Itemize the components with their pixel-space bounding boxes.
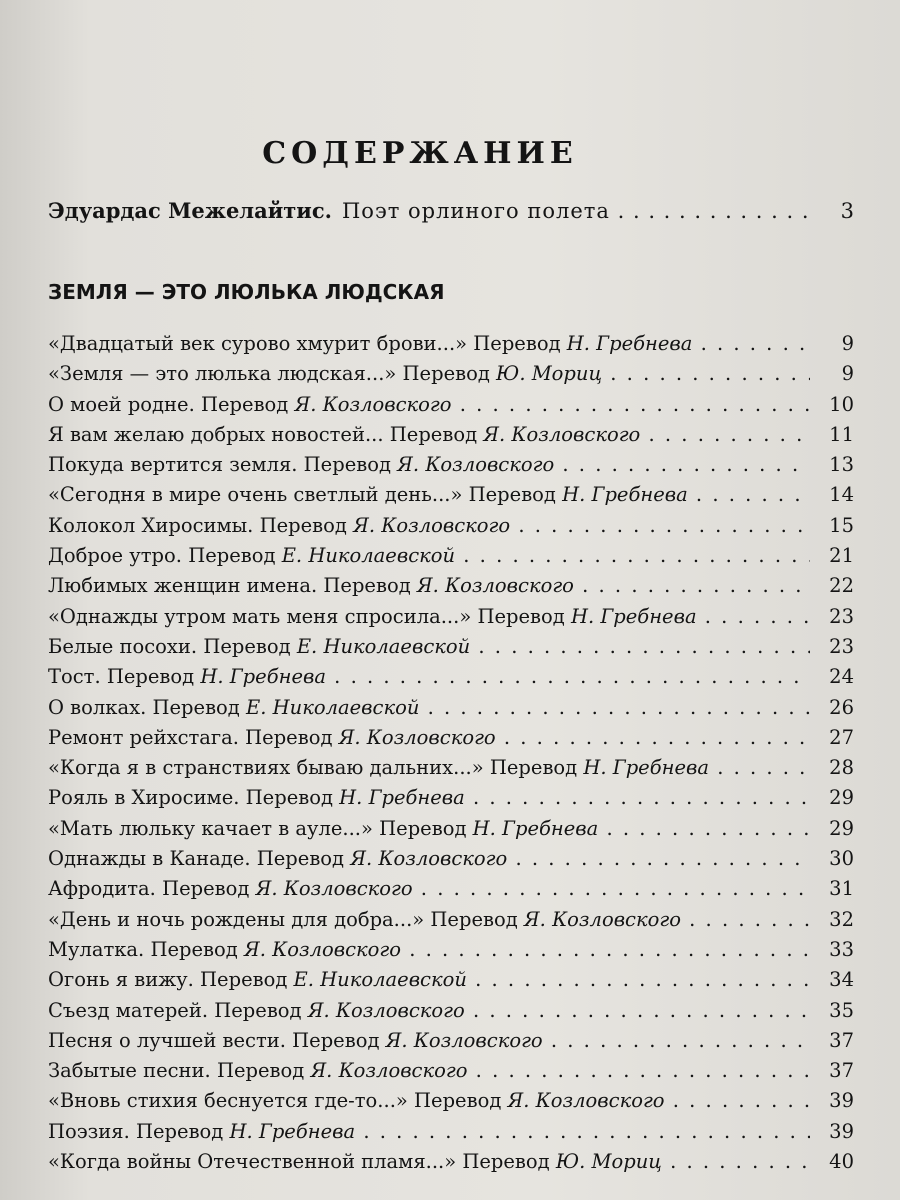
toc-entry-text xyxy=(48,756,810,779)
toc-entry-page: 33 xyxy=(829,937,854,961)
toc-entry-label: Перевод xyxy=(245,786,333,810)
toc-entry-page: 31 xyxy=(829,877,854,901)
page-title: СОДЕРЖАНИЕ xyxy=(262,136,578,171)
toc-entry-text xyxy=(48,938,810,961)
toc-entry-title: Ремонт рейхстага. xyxy=(48,725,239,749)
toc-entry xyxy=(48,847,854,877)
toc-entry-page: 32 xyxy=(829,907,854,931)
toc-entry xyxy=(48,362,854,392)
toc-entry-title: Колокол Хиросимы. xyxy=(48,513,254,537)
toc-entry-title: «Когда я в странствиях бываю дальних...» xyxy=(48,756,484,780)
toc-entry-label: Перевод xyxy=(200,968,288,992)
toc-entry-text xyxy=(48,605,810,628)
toc-entry-label: Перевод xyxy=(303,453,391,477)
toc-entry-page: 24 xyxy=(829,665,854,689)
toc-entry-text xyxy=(48,968,810,991)
toc-entry-label: Перевод xyxy=(473,332,561,355)
toc-entry-text xyxy=(48,908,810,931)
toc-entry-label: Перевод xyxy=(379,816,467,840)
toc-entry-title: Афродита. xyxy=(48,877,156,901)
toc-entry xyxy=(48,635,854,665)
toc-entry xyxy=(48,938,854,968)
toc-entry-translator: Я. Козловского xyxy=(483,422,641,446)
toc-entry xyxy=(48,999,854,1029)
toc-entry-title: Съезд матерей. xyxy=(48,998,209,1022)
toc-entry xyxy=(48,756,854,786)
toc-entry-page: 9 xyxy=(841,362,854,386)
toc-entry-title: «Однажды утром мать меня спросила...» xyxy=(48,604,472,628)
toc-entry-page: 37 xyxy=(829,1028,854,1052)
toc-entry-title: Тост. xyxy=(48,665,101,689)
toc-entry-label: Перевод xyxy=(430,907,518,931)
toc-entry-page: 39 xyxy=(829,1119,854,1143)
toc-entry-text xyxy=(48,1089,810,1112)
toc-entry-text xyxy=(48,1120,810,1143)
toc-entry-translator: Н. Гребнева xyxy=(570,604,697,628)
toc-entry-page: 15 xyxy=(829,513,854,537)
toc-entry-page: 40 xyxy=(829,1150,854,1174)
toc-entry-translator: Я. Козловского xyxy=(507,1089,665,1113)
toc-entry-translator: Е. Николаевской xyxy=(246,695,420,719)
toc-entry-label: Перевод xyxy=(245,725,333,749)
toc-entry-page: 34 xyxy=(829,968,854,992)
toc-entry xyxy=(48,605,854,635)
toc-entry xyxy=(48,514,854,544)
toc-entry xyxy=(48,817,854,847)
toc-entry xyxy=(48,574,854,604)
toc-entry-text xyxy=(48,635,810,658)
toc-entry-label: Перевод xyxy=(203,634,291,658)
toc-entry-page: 23 xyxy=(829,604,854,628)
toc-entry-label: Перевод xyxy=(201,392,289,416)
toc-entry-title: «Двадцатый век сурово хмурит брови...» xyxy=(48,332,468,355)
toc-entry-translator: Я. Козловского xyxy=(523,907,681,931)
toc-entry xyxy=(48,423,854,453)
toc-entry-text xyxy=(48,817,810,840)
toc-entry-page: 14 xyxy=(829,483,854,507)
toc-entry-text xyxy=(48,877,810,900)
toc-entry-title: Однажды в Канаде. xyxy=(48,847,251,871)
intro-entry xyxy=(48,198,854,223)
toc-list xyxy=(48,332,854,1180)
toc-entry-label: Перевод xyxy=(402,362,490,386)
toc-entry-title: Мулатка. xyxy=(48,937,145,961)
toc-entry-translator: Я. Козловского xyxy=(397,453,555,477)
intro-author: Эдуардас Межелайтис. xyxy=(48,198,332,223)
toc-entry-title: «Мать люльку качает в ауле...» xyxy=(48,816,373,840)
toc-entry xyxy=(48,908,854,938)
toc-entry-page: 39 xyxy=(829,1089,854,1113)
toc-entry xyxy=(48,877,854,907)
toc-entry-label: Перевод xyxy=(477,604,565,628)
toc-entry-text xyxy=(48,1059,810,1082)
toc-entry-label: Перевод xyxy=(136,1119,224,1143)
toc-entry xyxy=(48,786,854,816)
toc-entry-title: Песня о лучшей вести. xyxy=(48,1028,286,1052)
toc-entry-text xyxy=(48,1150,810,1173)
toc-entry-translator: Н. Гребнева xyxy=(229,1119,356,1143)
toc-entry-page: 10 xyxy=(829,392,854,416)
toc-entry-page: 29 xyxy=(829,816,854,840)
toc-entry xyxy=(48,696,854,726)
toc-entry-translator: Н. Гребнева xyxy=(200,665,326,689)
toc-entry xyxy=(48,968,854,998)
toc-entry-text xyxy=(48,544,810,567)
toc-entry-label: Перевод xyxy=(259,513,347,537)
toc-entry xyxy=(48,1059,854,1089)
toc-entry-translator: Я. Козловского xyxy=(416,574,574,598)
toc-entry-text xyxy=(48,665,810,688)
toc-entry xyxy=(48,665,854,695)
toc-entry-translator: Я. Козловского xyxy=(307,998,465,1022)
toc-entry-page: 35 xyxy=(829,998,854,1022)
toc-entry-label: Перевод xyxy=(150,937,238,961)
toc-entry-text xyxy=(48,847,810,870)
toc-entry-label: Перевод xyxy=(468,483,556,507)
toc-entry-title: Доброе утро. xyxy=(48,544,182,568)
toc-entry-translator: Ю. Мориц xyxy=(496,362,603,386)
toc-entry-label: Перевод xyxy=(162,877,250,901)
toc-entry-translator: Н. Гребнева xyxy=(566,332,693,355)
toc-entry-label: Перевод xyxy=(106,665,195,689)
toc-entry xyxy=(48,1150,854,1180)
toc-entry-page: 22 xyxy=(829,574,854,598)
intro-work: Поэт орлиного полета . . . xyxy=(342,199,814,223)
toc-entry-label: Перевод xyxy=(292,1028,380,1052)
toc-entry-text xyxy=(48,453,810,476)
toc-entry-label: Перевод xyxy=(389,422,478,446)
toc-entry-translator: Я. Козловского xyxy=(294,392,452,416)
toc-entry-translator: Я. Козловского xyxy=(353,513,511,537)
toc-entry-label: Перевод xyxy=(216,1059,305,1083)
toc-entry-page: 23 xyxy=(829,634,854,658)
toc-entry xyxy=(48,1029,854,1059)
toc-entry-translator: Н. Гребнева xyxy=(339,786,465,810)
toc-entry-text xyxy=(48,574,810,597)
toc-entry-title: Рояль в Хиросиме. xyxy=(48,786,240,810)
toc-entry-page: 27 xyxy=(829,725,854,749)
toc-entry-text xyxy=(48,332,810,355)
toc-entry-label: Перевод xyxy=(152,695,240,719)
toc-entry xyxy=(48,393,854,423)
toc-entry-translator: Я. Козловского xyxy=(243,937,401,961)
toc-entry xyxy=(48,453,854,483)
toc-entry-label: Перевод xyxy=(414,1089,502,1113)
toc-entry-page: 21 xyxy=(829,544,854,568)
toc-entry-label: Перевод xyxy=(256,847,345,871)
toc-entry-translator: Е. Николаевской xyxy=(281,544,456,568)
toc-entry-text xyxy=(48,393,810,416)
toc-entry-title: «Сегодня в мире очень светлый день...» xyxy=(48,483,463,507)
toc-entry-translator: Я. Козловского xyxy=(385,1028,543,1052)
toc-entry-text xyxy=(48,999,810,1022)
toc-entry-title: Покуда вертится земля. xyxy=(48,453,298,477)
toc-entry-label: Перевод xyxy=(323,574,411,598)
toc-entry-translator: Я. Козловского xyxy=(310,1059,468,1083)
toc-entry-translator: Я. Козловского xyxy=(350,847,508,871)
toc-entry-text xyxy=(48,362,810,385)
toc-entry xyxy=(48,332,854,362)
toc-entry-label: Перевод xyxy=(188,544,276,568)
toc-entry-title: Я вам желаю добрых новостей... xyxy=(48,422,384,446)
toc-entry-text xyxy=(48,726,810,749)
toc-entry-label: Перевод xyxy=(489,756,578,780)
toc-entry-translator: Е. Николаевской xyxy=(293,968,467,992)
toc-entry-translator: Ю. Мориц xyxy=(555,1150,662,1174)
toc-entry-text xyxy=(48,786,810,809)
toc-entry-text xyxy=(48,423,810,446)
toc-entry-label: Перевод xyxy=(462,1150,550,1174)
toc-entry-translator: Я. Козловского xyxy=(255,877,413,901)
toc-entry xyxy=(48,726,854,756)
toc-entry-page: 9 xyxy=(841,332,854,355)
toc-entry-translator: Е. Николаевской xyxy=(296,634,471,658)
section-heading: ЗЕМЛЯ — ЭТО ЛЮЛЬКА ЛЮДСКАЯ xyxy=(48,280,445,304)
toc-entry-title: Любимых женщин имена. xyxy=(48,574,318,598)
toc-entry-text xyxy=(48,696,810,719)
toc-entry-page: 37 xyxy=(829,1059,854,1083)
toc-entry-title: «Вновь стихия беснуется где-то...» xyxy=(48,1089,408,1113)
toc-entry-title: О моей родне. xyxy=(48,392,195,416)
toc-entry-label: Перевод xyxy=(214,998,302,1022)
toc-entry-title: Огонь я вижу. xyxy=(48,968,194,992)
toc-entry-translator: Н. Гребнева xyxy=(472,816,599,840)
toc-entry xyxy=(48,1089,854,1119)
toc-entry-title: Белые посохи. xyxy=(48,634,198,658)
toc-entry-title: Забытые песни. xyxy=(48,1059,211,1083)
toc-entry-page: 26 xyxy=(829,695,854,719)
toc-entry-title: О волках. xyxy=(48,695,147,719)
toc-entry-title: Поэзия. xyxy=(48,1119,130,1143)
toc-entry-text xyxy=(48,483,810,506)
toc-entry xyxy=(48,1120,854,1150)
toc-entry-page: 13 xyxy=(829,453,854,477)
toc-entry-page: 29 xyxy=(829,786,854,810)
toc-entry xyxy=(48,544,854,574)
toc-entry-title: «День и ночь рождены для добра...» xyxy=(48,907,425,931)
toc-entry-text xyxy=(48,1029,810,1052)
toc-entry-page: 11 xyxy=(829,422,854,446)
intro-page: 3 xyxy=(840,199,854,223)
toc-entry-title: «Когда войны Отечественной пламя...» xyxy=(48,1150,457,1174)
toc-entry-translator: Н. Гребнева xyxy=(583,756,709,780)
toc-entry xyxy=(48,483,854,513)
toc-entry-translator: Я. Козловского xyxy=(338,725,496,749)
toc-entry-title: «Земля — это люлька людская...» xyxy=(48,362,397,386)
toc-entry-page: 30 xyxy=(829,847,854,871)
toc-entry-text xyxy=(48,514,810,537)
toc-entry-translator: Н. Гребнева xyxy=(562,483,688,507)
toc-entry-page: 28 xyxy=(829,756,854,780)
